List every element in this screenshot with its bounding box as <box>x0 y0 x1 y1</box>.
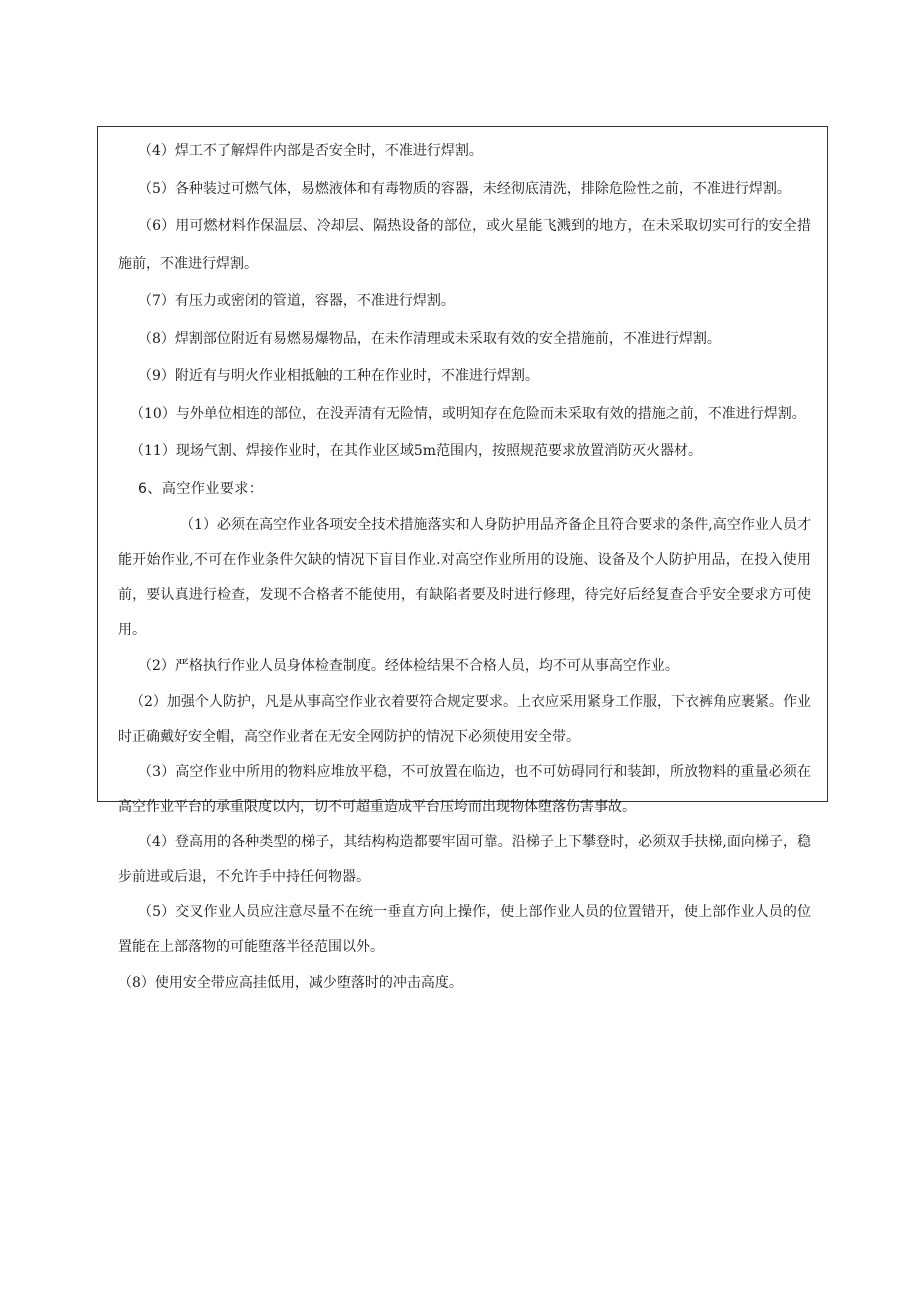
welding-rule-6: （6）用可燃材料作保温层、冷却层、隔热设备的部位，或火星能飞溅到的地方，在未采取切实可行的安全措施前，不准进行焊割。 <box>118 218 811 272</box>
welding-rule-7: （7）有压力或密闭的管道，容器，不准进行焊割。 <box>138 293 455 309</box>
height-rule-1: （1）必须在高空作业各项安全技术措施落实和人身防护用品齐备企且符合要求的条件,高空作业人员才能开始作业,不可在作业条件欠缺的情况下盲目作业.对高空作业所用的设施、设备及个人防护用品，在投入使用前，要认真进行检查，发现不合格者不能使用，有缺陷者要及时进行修理，待完好后经复查合乎安全要求方可使用。 <box>118 516 811 638</box>
welding-rule-5: （5）各种装过可燃气体，易燃液体和有毒物质的容器，未经彻底清洗，排除危险性之前，不准进行焊割。 <box>138 180 791 197</box>
height-rule-4: （4）登高用的各种类型的梯子，其结构构造都要牢固可靠。沿梯子上下攀登时，必须双手扶梯,面向梯子，稳步前进或后退，不允许手中持任何物器。 <box>118 834 811 885</box>
document-table-cell <box>97 126 828 991</box>
section-heading-height-work: 6、高空作业要求： <box>138 480 264 497</box>
height-rule-8: （8）使用安全带应高挂低用，减少堕落时的冲击高度。 <box>118 975 463 991</box>
height-rule-2-protection: （2）加强个人防护，凡是从事高空作业衣着要符合规定要求。上衣应采用紧身工作服，下衣裤角应裹紧。作业时正确戴好安全帽，高空作业者在无安全网防护的情况下必须使用安全带。 <box>118 694 811 745</box>
welding-rule-8: （8）焊割部位附近有易燃易爆物品，在未作清理或未采取有效的安全措施前，不准进行焊割。 <box>138 330 721 347</box>
height-rule-3: （3）高空作业中所用的物料应堆放平稳，不可放置在临边，也不可妨碍同行和装卸，所放物料的重量必须在高空作业平台的承重限度以内，切不可超重造成平台压垮而出现物体堕落伤害事故。 <box>118 764 811 815</box>
height-rule-2-health: （2）严格执行作业人员身体检查制度。经体检结果不合格人员，均不可从事高空作业。 <box>138 657 679 674</box>
welding-rule-10: （10）与外单位相连的部位，在没弄清有无险情，或明知存在危险而未采取有效的措施之前，不准进行焊割。 <box>130 405 806 422</box>
welding-rule-9: （9）附近有与明火作业相抵触的工种在作业时，不准进行焊割。 <box>138 368 539 384</box>
height-rule-5: （5）交叉作业人员应注意尽量不在统一垂直方向上操作，使上部作业人员的位置错开，使上部作业人员的位置能在上部落物的可能堕落半径范围以外。 <box>118 904 811 955</box>
welding-rule-4: （4）焊工不了解焊件内部是否安全时，不准进行焊割。 <box>138 143 483 159</box>
welding-rule-11: （11）现场气割、焊接作业时，在其作业区域5m范围内，按照规范要求放置消防灭火器材。 <box>130 443 702 459</box>
